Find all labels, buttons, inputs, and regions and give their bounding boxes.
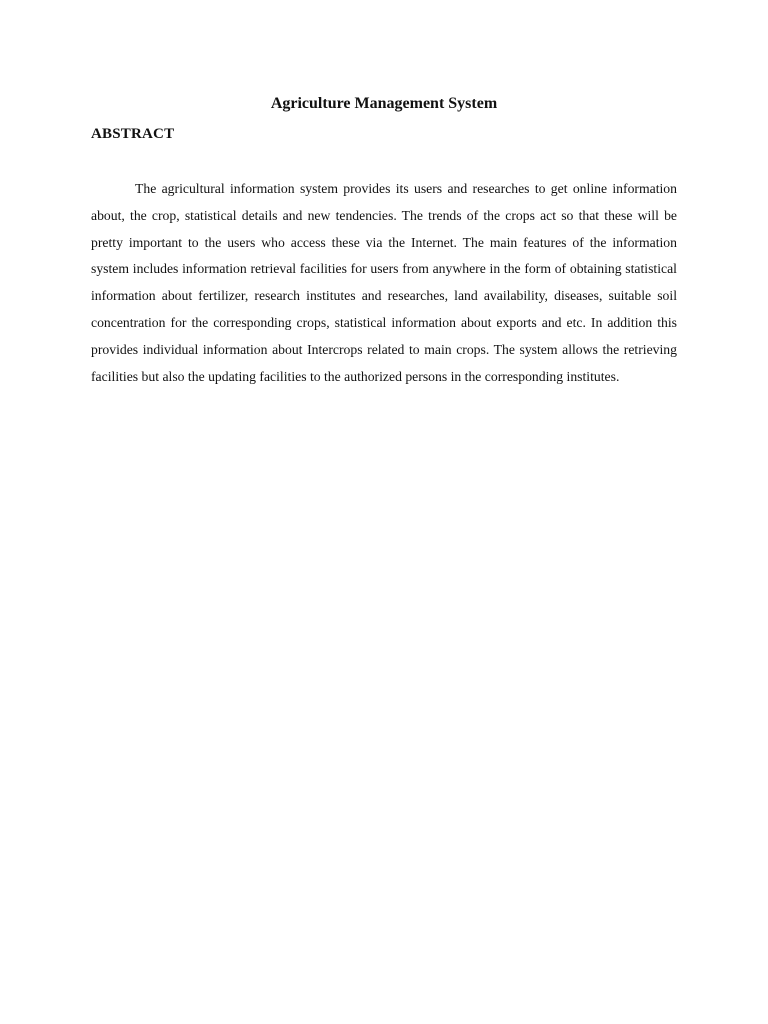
section-heading-abstract: ABSTRACT (91, 126, 175, 142)
abstract-paragraph: The agricultural information system provides its users and researches to get online information about, the crop, statistical details and new tendencies. The trends of the crops act so that these will be pretty important to the users who access these via the Internet. The main features of the information system includes information retrieval facilities for users from anywhere in the form of obtaining statistical information about fertilizer, research institutes and researches, land availability, diseases, suitable soil concentration for the corresponding crops, statistical information about exports and etc. In addition this provides individual information about Intercrops related to main crops. The system allows the retrieving facilities but also the updating facilities to the authorized persons in the corresponding institutes. (91, 181, 677, 384)
document-title: Agriculture Management System (270, 95, 498, 112)
